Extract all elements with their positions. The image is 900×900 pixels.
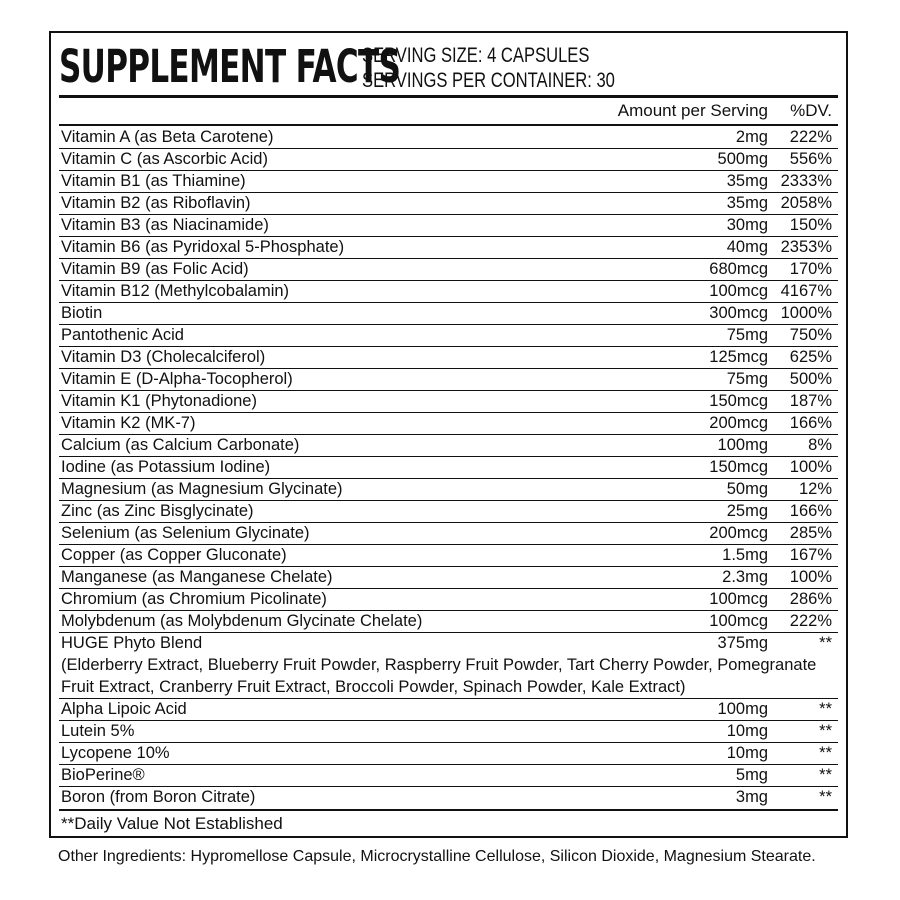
nutrient-dv: ** xyxy=(819,766,832,784)
nutrient-dv: ** xyxy=(819,744,832,762)
nutrient-name: Vitamin K1 (Phytonadione) xyxy=(61,392,257,410)
nutrient-name: Vitamin B1 (as Thiamine) xyxy=(61,172,246,190)
supplement-facts-panel xyxy=(49,31,848,838)
nutrient-dv: 100% xyxy=(789,458,832,476)
nutrient-name: Manganese (as Manganese Chelate) xyxy=(61,568,333,586)
table-row xyxy=(59,281,838,303)
nutrient-amount: 2.3mg xyxy=(722,568,768,586)
serving-info xyxy=(362,43,615,93)
nutrient-amount: 35mg xyxy=(726,172,768,190)
table-row xyxy=(59,457,838,479)
nutrient-name: Magnesium (as Magnesium Glycinate) xyxy=(61,480,343,498)
table-row xyxy=(59,391,838,413)
nutrient-dv: 625% xyxy=(789,348,832,366)
nutrient-amount: 100mg xyxy=(717,436,768,454)
nutrient-amount: 2mg xyxy=(735,128,768,146)
dv-column-header: %DV. xyxy=(790,101,832,120)
panel-header xyxy=(59,39,838,95)
other-ingredients: Other Ingredients: Hypromellose Capsule, Microcrystalline Cellulose, Silicon Dioxide, Magnesium Stearate. xyxy=(58,848,816,865)
nutrient-name: Vitamin E (D-Alpha-Tocopherol) xyxy=(61,370,293,388)
nutrient-amount: 35mg xyxy=(726,194,768,212)
nutrient-dv: 500% xyxy=(789,370,832,388)
nutrient-dv: 166% xyxy=(789,502,832,520)
nutrient-table xyxy=(59,127,838,808)
nutrient-name: Zinc (as Zinc Bisglycinate) xyxy=(61,502,254,520)
nutrient-dv: 167% xyxy=(789,546,832,564)
nutrient-dv: 170% xyxy=(789,260,832,278)
nutrient-amount: 100mcg xyxy=(709,590,768,608)
nutrient-amount: 200mcg xyxy=(709,524,768,542)
nutrient-dv: 285% xyxy=(789,524,832,542)
nutrient-amount: 10mg xyxy=(726,722,768,740)
nutrient-amount: 100mcg xyxy=(709,282,768,300)
nutrient-dv: 166% xyxy=(789,414,832,432)
nutrient-dv: 4167% xyxy=(780,282,832,300)
nutrient-name: Vitamin B2 (as Riboflavin) xyxy=(61,194,251,212)
nutrient-dv: 556% xyxy=(789,150,832,168)
nutrient-name: Vitamin K2 (MK-7) xyxy=(61,414,196,432)
nutrient-dv: 8% xyxy=(808,436,832,454)
table-row xyxy=(59,589,838,611)
nutrient-name: Vitamin D3 (Cholecalciferol) xyxy=(61,348,266,366)
table-row xyxy=(59,545,838,567)
table-row xyxy=(59,215,838,237)
header-divider xyxy=(59,95,838,98)
nutrient-name: Iodine (as Potassium Iodine) xyxy=(61,458,271,476)
table-row xyxy=(59,699,838,721)
table-row xyxy=(59,721,838,743)
panel-title: SUPPLEMENT FACTS xyxy=(59,40,401,93)
table-row xyxy=(59,787,838,808)
nutrient-name: Boron (from Boron Citrate) xyxy=(61,788,256,806)
nutrient-amount: 150mcg xyxy=(709,392,768,410)
table-row xyxy=(59,479,838,501)
nutrient-dv: ** xyxy=(819,722,832,740)
nutrient-dv: 750% xyxy=(789,326,832,344)
nutrient-name: Vitamin B6 (as Pyridoxal 5-Phosphate) xyxy=(61,238,345,256)
nutrient-dv: 187% xyxy=(789,392,832,410)
table-row xyxy=(59,259,838,281)
nutrient-dv: 222% xyxy=(789,128,832,146)
nutrient-dv: 286% xyxy=(789,590,832,608)
nutrient-amount: 10mg xyxy=(726,744,768,762)
nutrient-name: HUGE Phyto Blend xyxy=(61,634,203,652)
nutrient-name: Lycopene 10% xyxy=(61,744,170,762)
table-row xyxy=(59,743,838,765)
table-row xyxy=(59,171,838,193)
nutrient-amount: 500mg xyxy=(717,150,768,168)
table-row xyxy=(59,611,838,633)
nutrient-dv: 2058% xyxy=(780,194,832,212)
nutrient-name: Vitamin C (as Ascorbic Acid) xyxy=(61,150,268,168)
table-row xyxy=(59,413,838,435)
nutrient-dv: 100% xyxy=(789,568,832,586)
serving-size: SERVING SIZE: 4 CAPSULES xyxy=(362,44,590,67)
nutrient-name: Chromium (as Chromium Picolinate) xyxy=(61,590,327,608)
nutrient-amount: 100mcg xyxy=(709,612,768,630)
nutrient-amount: 75mg xyxy=(726,370,768,388)
nutrient-dv: 222% xyxy=(789,612,832,630)
nutrient-name: Copper (as Copper Gluconate) xyxy=(61,546,287,564)
nutrient-amount: 300mcg xyxy=(709,304,768,322)
nutrient-name: Biotin xyxy=(61,304,103,322)
nutrient-amount: 100mg xyxy=(717,700,768,718)
nutrient-amount: 25mg xyxy=(726,502,768,520)
nutrient-amount: 150mcg xyxy=(709,458,768,476)
column-headers xyxy=(59,100,838,124)
table-row xyxy=(59,347,838,369)
table-row xyxy=(59,369,838,391)
table-row xyxy=(59,501,838,523)
nutrient-amount: 375mg xyxy=(717,634,768,652)
nutrient-name: Lutein 5% xyxy=(61,722,135,740)
table-row xyxy=(59,149,838,171)
nutrient-amount: 30mg xyxy=(726,216,768,234)
table-row xyxy=(59,127,838,149)
nutrient-name: Calcium (as Calcium Carbonate) xyxy=(61,436,300,454)
nutrient-amount: 3mg xyxy=(735,788,768,806)
table-row xyxy=(59,765,838,787)
table-row xyxy=(59,193,838,215)
nutrient-amount: 5mg xyxy=(735,766,768,784)
nutrient-amount: 75mg xyxy=(726,326,768,344)
table-bottom-divider xyxy=(59,809,838,811)
nutrient-dv: 2333% xyxy=(780,172,832,190)
table-row xyxy=(59,325,838,347)
table-row xyxy=(59,567,838,589)
nutrient-amount: 680mcg xyxy=(709,260,768,278)
table-row xyxy=(59,435,838,457)
nutrient-amount: 200mcg xyxy=(709,414,768,432)
blend-ingredients: (Elderberry Extract, Blueberry Fruit Powder, Raspberry Fruit Powder, Tart Cherry Powder, Pomegranate Fruit Extract, Cranberry Fruit Extract, Broccoli Powder, Spinach Powder, Kale Extract) xyxy=(61,656,817,696)
nutrient-name: Molybdenum (as Molybdenum Glycinate Chelate) xyxy=(61,612,423,630)
nutrient-amount: 125mcg xyxy=(709,348,768,366)
nutrient-dv: ** xyxy=(819,788,832,806)
nutrient-name: BioPerine® xyxy=(61,766,145,784)
nutrient-dv: 1000% xyxy=(780,304,832,322)
nutrient-amount: 50mg xyxy=(726,480,768,498)
servings-per-container: SERVINGS PER CONTAINER: 30 xyxy=(362,69,615,92)
amount-column-header: Amount per Serving xyxy=(617,101,768,120)
nutrient-name: Alpha Lipoic Acid xyxy=(61,700,187,718)
nutrient-name: Selenium (as Selenium Glycinate) xyxy=(61,524,310,542)
table-row xyxy=(59,237,838,259)
nutrient-dv: ** xyxy=(819,634,832,652)
nutrient-name: Pantothenic Acid xyxy=(61,326,184,344)
table-row xyxy=(59,523,838,545)
daily-value-footnote: **Daily Value Not Established xyxy=(61,814,283,833)
nutrient-dv: 150% xyxy=(789,216,832,234)
nutrient-name: Vitamin A (as Beta Carotene) xyxy=(61,128,274,146)
nutrient-name: Vitamin B3 (as Niacinamide) xyxy=(61,216,269,234)
nutrient-dv: 2353% xyxy=(780,238,832,256)
nutrient-name: Vitamin B12 (Methylcobalamin) xyxy=(61,282,290,300)
nutrient-name: Vitamin B9 (as Folic Acid) xyxy=(61,260,249,278)
nutrient-dv: 12% xyxy=(798,480,832,498)
table-row xyxy=(59,303,838,325)
nutrient-amount: 1.5mg xyxy=(722,546,768,564)
nutrient-amount: 40mg xyxy=(726,238,768,256)
nutrient-dv: ** xyxy=(819,700,832,718)
column-divider xyxy=(59,124,838,126)
table-row xyxy=(59,633,838,699)
